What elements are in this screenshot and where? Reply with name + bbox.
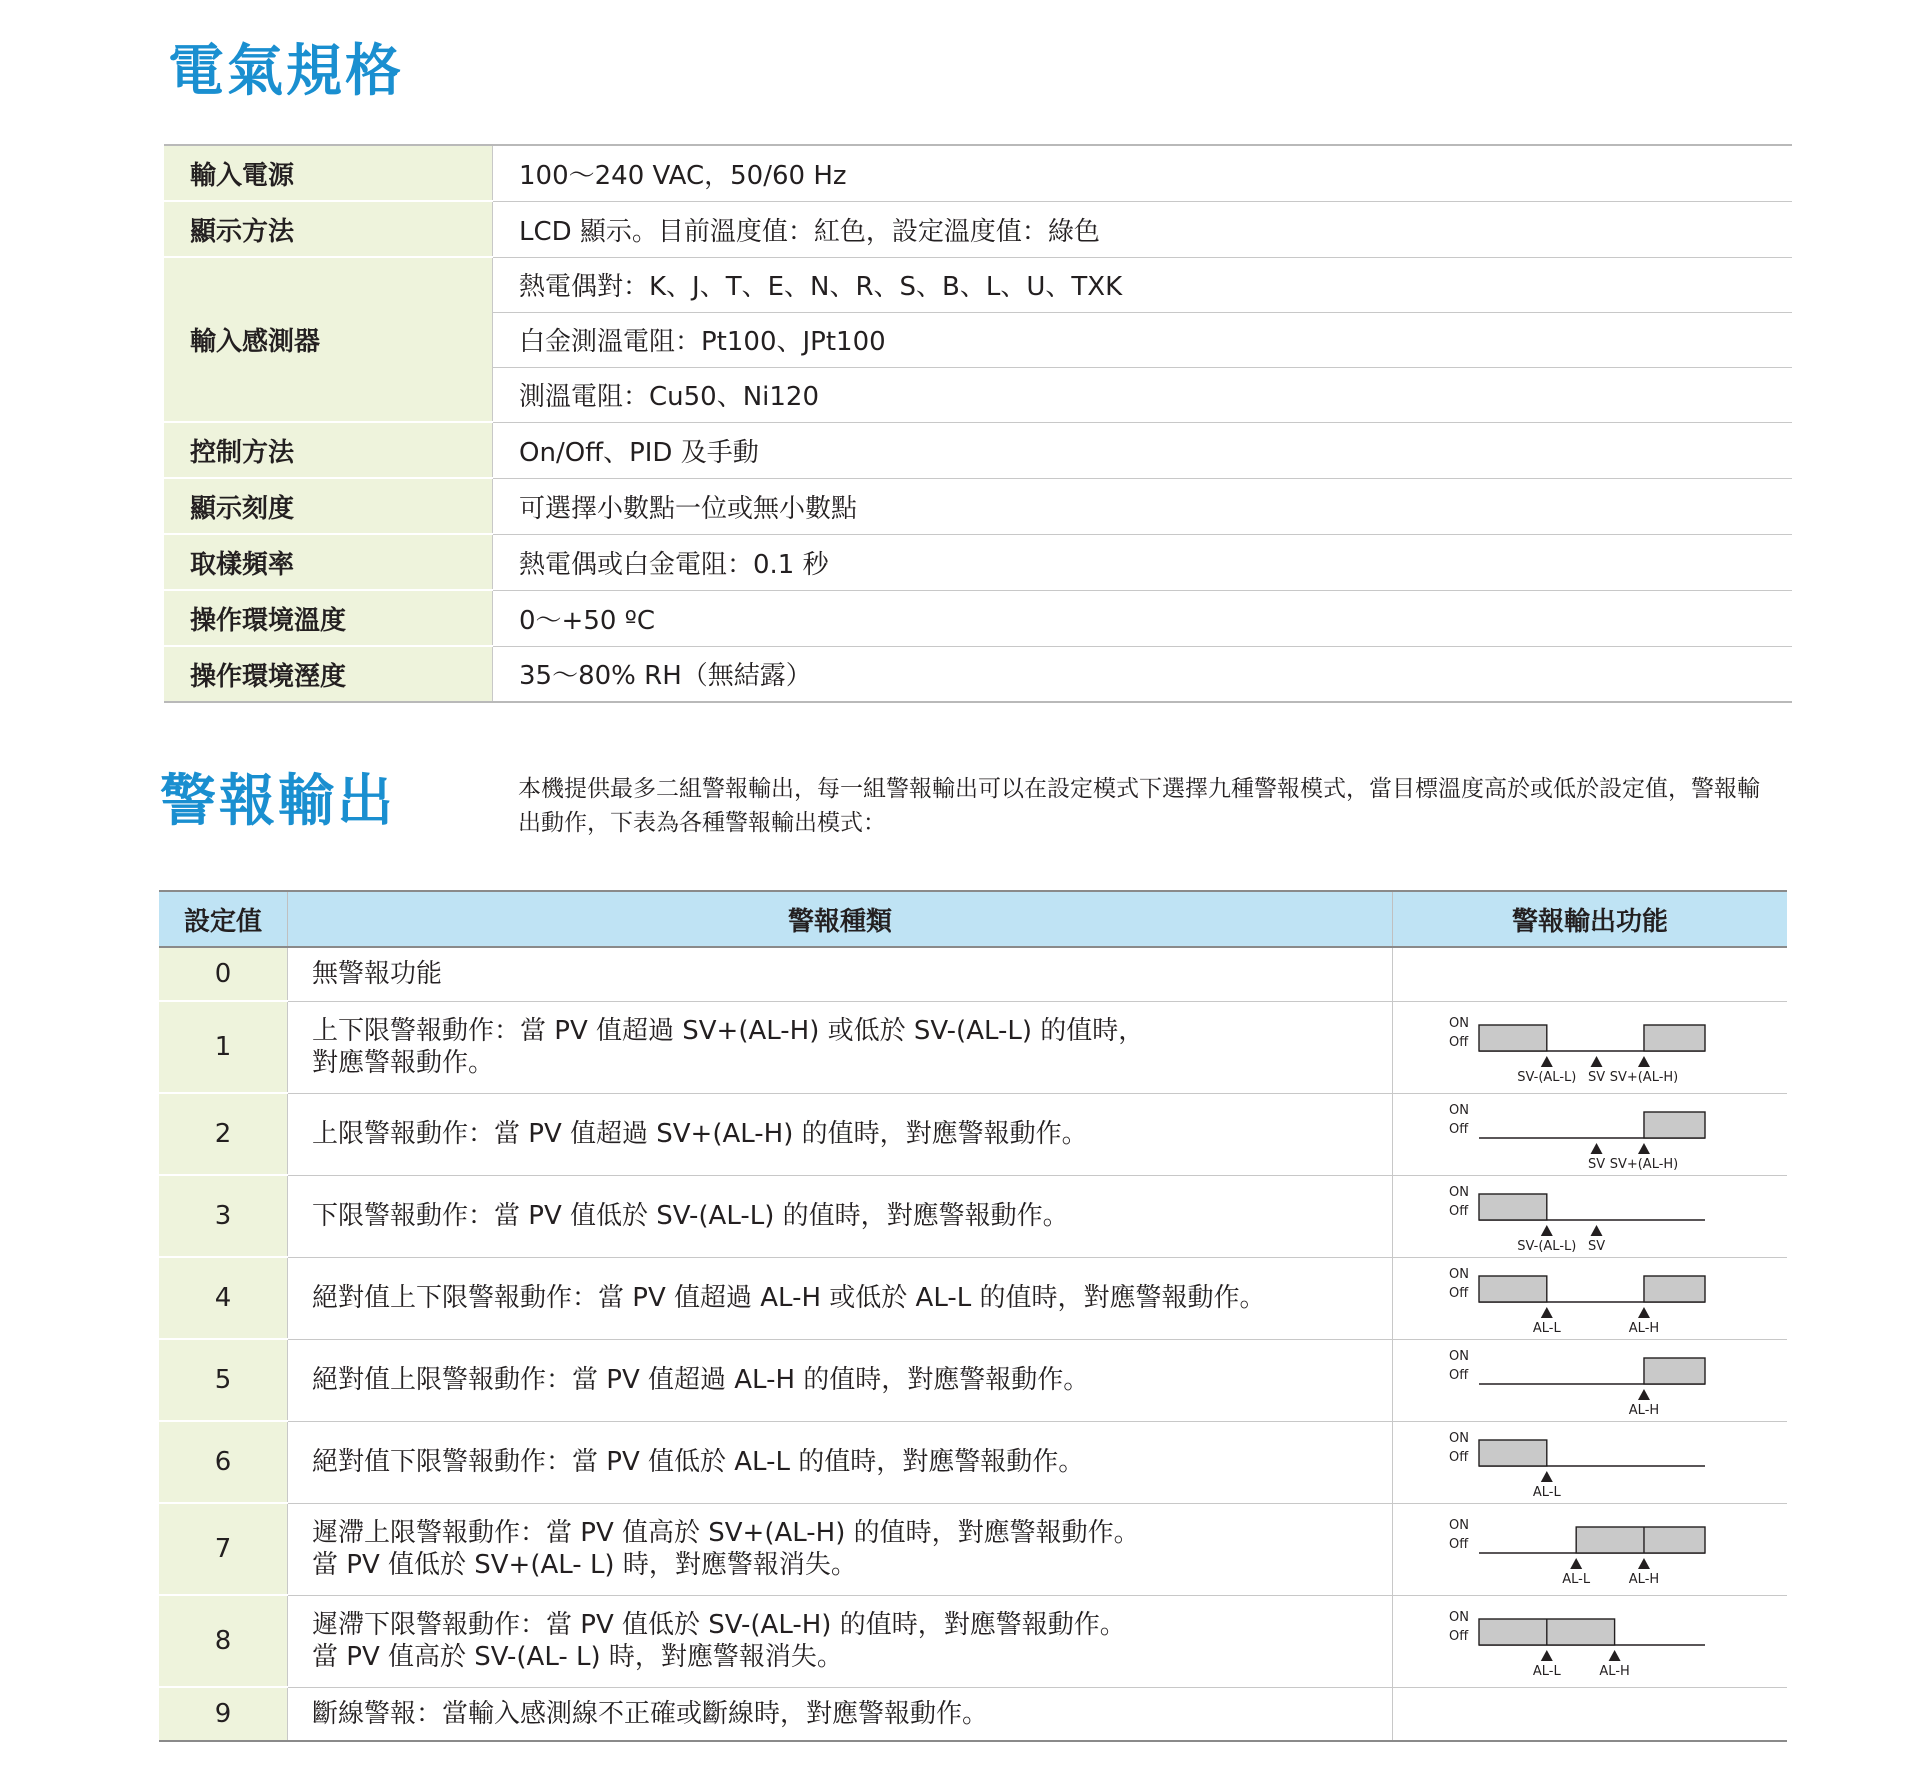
spec-value: On/Off、PID 及手動 — [493, 422, 1793, 478]
alarm-type — [288, 1001, 1393, 1093]
alarm-type — [288, 1687, 1393, 1741]
diagram-marker-label: AL-H — [1628, 1572, 1660, 1585]
diagram-off-label: Off — [1449, 1629, 1469, 1644]
spec-label: 顯示方法 — [164, 201, 493, 257]
diagram-marker — [1541, 1471, 1553, 1482]
spec-label: 控制方法 — [164, 422, 493, 478]
alarm-setting: 1 — [159, 1001, 288, 1093]
alarm-function — [1393, 1503, 1788, 1595]
alarm-type-line: 當 PV 值低於 SV+(AL- L) 時，對應警報消失。 — [312, 1550, 857, 1580]
diagram-marker — [1638, 1389, 1650, 1400]
alarm-function — [1393, 1421, 1788, 1503]
alarm-row — [159, 1175, 1787, 1257]
diagram-marker — [1638, 1558, 1650, 1569]
alarm-row — [159, 1687, 1787, 1741]
diagram-on-block — [1479, 1025, 1547, 1051]
diagram-on-block — [1576, 1527, 1705, 1553]
alarm-setting: 8 — [159, 1595, 288, 1687]
diagram-marker — [1541, 1307, 1553, 1318]
diagram-marker — [1591, 1056, 1603, 1067]
spec-value: 白金測溫電阻：Pt100、JPt100 — [493, 312, 1793, 367]
spec-table — [164, 144, 1792, 703]
spec-value: LCD 顯示。目前溫度值：紅色，設定溫度值：綠色 — [493, 201, 1793, 257]
alarm-row — [159, 1001, 1787, 1093]
diagram-marker — [1541, 1650, 1553, 1661]
alarm-setting: 0 — [159, 947, 288, 1001]
diagram-marker — [1570, 1558, 1582, 1569]
diagram-marker-label: AL-H — [1628, 1321, 1660, 1334]
diagram-on-block — [1479, 1276, 1547, 1302]
diagram-on-label: ON — [1449, 1185, 1469, 1200]
alarm-type — [288, 1339, 1393, 1421]
diagram-on-block — [1644, 1112, 1705, 1138]
spec-label: 取樣頻率 — [164, 534, 493, 590]
alarm-row — [159, 947, 1787, 1001]
diagram-on-block — [1479, 1440, 1547, 1466]
alarm-type-line: 無警報功能 — [312, 959, 443, 990]
alarm-function — [1393, 1175, 1788, 1257]
diagram-on-label: ON — [1449, 1610, 1469, 1625]
diagram-marker — [1638, 1056, 1650, 1067]
alarm-function — [1393, 1687, 1788, 1741]
alarm-diagram — [1449, 1426, 1729, 1498]
diagram-off-label: Off — [1449, 1450, 1469, 1465]
alarm-row — [159, 1339, 1787, 1421]
diagram-on-label: ON — [1449, 1349, 1469, 1364]
diagram-marker-label: AL-H — [1628, 1403, 1660, 1416]
alarm-type-line: 下限警報動作：當 PV 值低於 SV-(AL-L) 的值時，對應警報動作。 — [312, 1201, 1069, 1231]
diagram-marker-label: AL-H — [1599, 1664, 1630, 1677]
alarm-type — [288, 1503, 1393, 1595]
alarm-row — [159, 1257, 1787, 1339]
diagram-marker-label: AL-L — [1562, 1572, 1591, 1585]
alarm-function — [1393, 1093, 1788, 1175]
diagram-marker-label: SV — [1587, 1070, 1606, 1083]
alarm-function — [1393, 1001, 1788, 1093]
diagram-off-label: Off — [1449, 1368, 1469, 1383]
alarm-diagram — [1449, 1180, 1729, 1252]
spec-title: 電氣規格 — [168, 39, 404, 104]
diagram-marker-label: SV — [1587, 1157, 1606, 1170]
spec-value: 100～240 VAC，50/60 Hz — [493, 145, 1793, 201]
spec-row — [164, 534, 1792, 590]
diagram-marker — [1638, 1307, 1650, 1318]
diagram-on-label: ON — [1449, 1103, 1469, 1118]
alarm-row — [159, 1595, 1787, 1687]
alarm-type-line: 對應警報動作。 — [312, 1048, 495, 1078]
diagram-marker-label: SV+(AL-H) — [1609, 1070, 1679, 1083]
alarm-diagram — [1449, 1513, 1729, 1585]
alarm-type-line: 絕對值下限警報動作：當 PV 值低於 AL-L 的值時，對應警報動作。 — [312, 1447, 1085, 1477]
alarm-type-line: 當 PV 值高於 SV-(AL- L) 時，對應警報消失。 — [312, 1642, 843, 1672]
diagram-marker — [1609, 1650, 1621, 1661]
alarm-type — [288, 947, 1393, 1001]
spec-row — [164, 257, 1792, 312]
diagram-marker-label: SV-(AL-L) — [1517, 1239, 1577, 1252]
alarm-setting: 9 — [159, 1687, 288, 1741]
spec-label: 輸入感測器 — [164, 257, 493, 422]
alarm-diagram — [1449, 1011, 1729, 1083]
header-setting: 設定值 — [159, 891, 288, 947]
diagram-on-block — [1644, 1358, 1705, 1384]
diagram-on-block — [1644, 1276, 1705, 1302]
spec-value: 熱電偶對：K、J、T、E、N、R、S、B、L、U、TXK — [493, 257, 1793, 312]
alarm-type — [288, 1093, 1393, 1175]
alarm-setting: 5 — [159, 1339, 288, 1421]
diagram-marker — [1541, 1225, 1553, 1236]
diagram-on-label: ON — [1449, 1518, 1469, 1533]
alarm-type-line: 斷線警報：當輸入感測線不正確或斷線時，對應警報動作。 — [312, 1698, 989, 1729]
diagram-marker — [1591, 1225, 1603, 1236]
diagram-on-label: ON — [1449, 1267, 1469, 1282]
alarm-diagram — [1449, 1262, 1729, 1334]
diagram-off-label: Off — [1449, 1035, 1469, 1050]
spec-label: 顯示刻度 — [164, 478, 493, 534]
alarm-type — [288, 1595, 1393, 1687]
alarm-type-line: 遲滯下限警報動作：當 PV 值低於 SV-(AL-H) 的值時，對應警報動作。 — [312, 1610, 1126, 1640]
spec-row — [164, 646, 1792, 702]
alarm-type-line: 上限警報動作：當 PV 值超過 SV+(AL-H) 的值時，對應警報動作。 — [312, 1119, 1088, 1149]
alarm-function — [1393, 1257, 1788, 1339]
diagram-marker-label: SV+(AL-H) — [1609, 1157, 1679, 1170]
diagram-off-label: Off — [1449, 1286, 1469, 1301]
alarm-title: 警報輸出 — [160, 769, 396, 834]
spec-row — [164, 478, 1792, 534]
alarm-row — [159, 1421, 1787, 1503]
diagram-off-label: Off — [1449, 1537, 1469, 1552]
alarm-diagram — [1449, 1605, 1729, 1677]
alarm-type-line: 絕對值上下限警報動作：當 PV 值超過 AL-H 或低於 AL-L 的值時，對應警報動作。 — [312, 1283, 1266, 1313]
header-type: 警報種類 — [288, 891, 1393, 947]
spec-row — [164, 201, 1792, 257]
alarm-diagram — [1449, 1098, 1729, 1170]
diagram-marker — [1638, 1143, 1650, 1154]
spec-value: 0～+50 ºC — [493, 590, 1793, 646]
alarm-setting: 4 — [159, 1257, 288, 1339]
alarm-function — [1393, 1595, 1788, 1687]
diagram-marker-label: SV — [1587, 1239, 1606, 1252]
alarm-type-line: 上下限警報動作：當 PV 值超過 SV+(AL-H) 或低於 SV-(AL-L) 的值時， — [312, 1016, 1145, 1046]
alarm-type — [288, 1421, 1393, 1503]
spec-value: 可選擇小數點一位或無小數點 — [493, 478, 1793, 534]
alarm-setting: 2 — [159, 1093, 288, 1175]
spec-value: 35～80% RH（無結露） — [493, 646, 1793, 702]
alarm-function — [1393, 1339, 1788, 1421]
spec-row — [164, 590, 1792, 646]
alarm-table — [159, 890, 1787, 1742]
spec-value: 熱電偶或白金電阻：0.1 秒 — [493, 534, 1793, 590]
spec-value: 測溫電阻：Cu50、Ni120 — [493, 367, 1793, 422]
alarm-header-row — [159, 891, 1787, 947]
alarm-setting: 6 — [159, 1421, 288, 1503]
diagram-marker-label: AL-L — [1532, 1321, 1561, 1334]
diagram-on-block — [1644, 1025, 1705, 1051]
alarm-type — [288, 1257, 1393, 1339]
alarm-type-line: 絕對值上限警報動作：當 PV 值超過 AL-H 的值時，對應警報動作。 — [312, 1365, 1090, 1395]
alarm-type — [288, 1175, 1393, 1257]
alarm-row — [159, 1503, 1787, 1595]
diagram-on-label: ON — [1449, 1016, 1469, 1031]
diagram-marker-label: AL-L — [1532, 1664, 1561, 1677]
diagram-on-block — [1479, 1194, 1547, 1220]
alarm-setting: 7 — [159, 1503, 288, 1595]
alarm-function — [1393, 947, 1788, 1001]
diagram-marker-label: AL-L — [1532, 1485, 1561, 1498]
diagram-off-label: Off — [1449, 1204, 1469, 1219]
spec-label: 操作環境溼度 — [164, 646, 493, 702]
alarm-intro: 本機提供最多二組警報輸出，每一組警報輸出可以在設定模式下選擇九種警報模式，當目標溫度高於或低於設定值，警報輸出動作，下表為各種警報輸出模式： — [518, 776, 1760, 836]
diagram-marker — [1541, 1056, 1553, 1067]
diagram-on-label: ON — [1449, 1431, 1469, 1446]
spec-label: 輸入電源 — [164, 145, 493, 201]
diagram-marker — [1591, 1143, 1603, 1154]
spec-row — [164, 145, 1792, 201]
alarm-row — [159, 1093, 1787, 1175]
diagram-marker-label: SV-(AL-L) — [1517, 1070, 1577, 1083]
alarm-diagram — [1449, 1344, 1729, 1416]
header-function: 警報輸出功能 — [1393, 891, 1788, 947]
alarm-setting: 3 — [159, 1175, 288, 1257]
alarm-type-line: 遲滯上限警報動作：當 PV 值高於 SV+(AL-H) 的值時，對應警報動作。 — [312, 1518, 1140, 1548]
spec-row — [164, 422, 1792, 478]
spec-label: 操作環境溫度 — [164, 590, 493, 646]
diagram-off-label: Off — [1449, 1122, 1469, 1137]
